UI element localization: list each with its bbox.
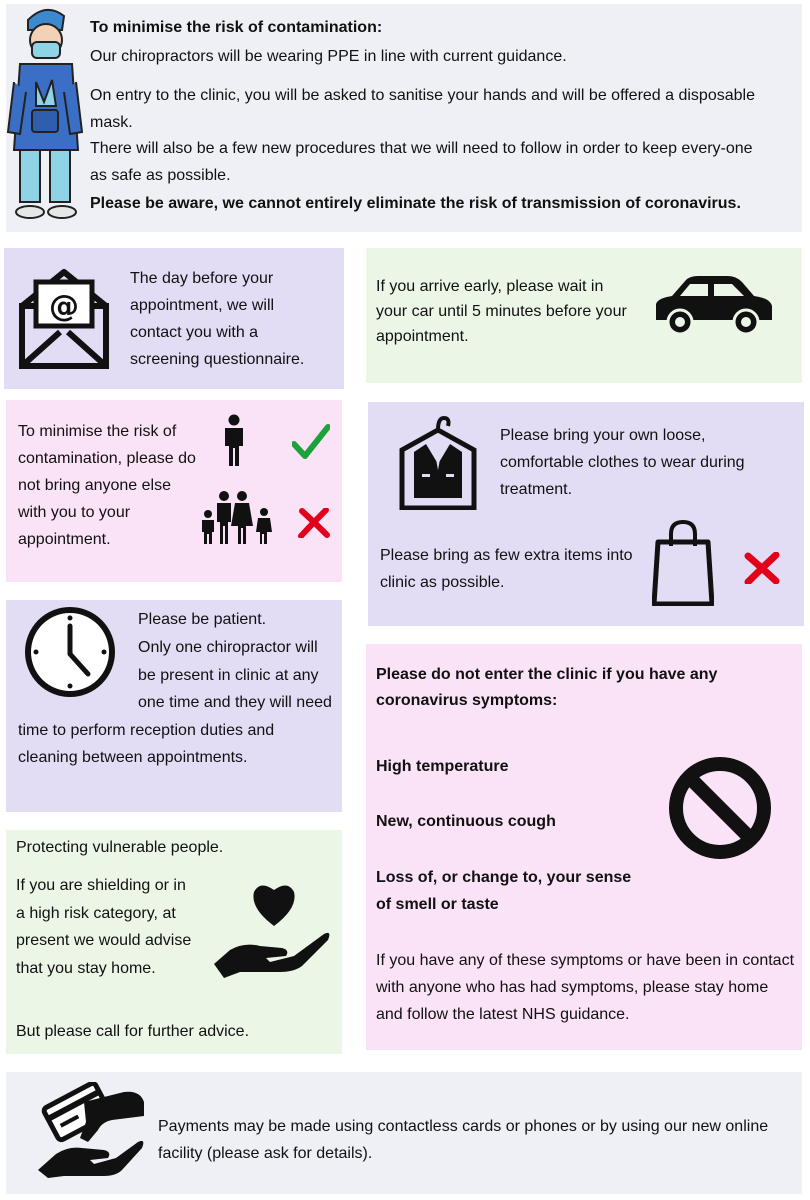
symptom-item: High temperature [376, 758, 509, 775]
prohibited-icon [668, 756, 772, 860]
symptoms-footer: If you have any of these symptoms or have been in contact with anyone who has had symptoms, please stay home and follow the latest NHS guidance. [376, 952, 795, 1023]
intro-sanitise-text: On entry to the clinic, you will be asked to sanitise your hands and will be offered a disposable mask. [90, 87, 755, 131]
intro-ppe-text: Our chiropractors will be wearing PPE in line with current guidance. [90, 48, 567, 65]
extra-items-text: Please bring as few extra items into clinic as possible. [380, 547, 633, 591]
intro-warning: Please be aware, we cannot entirely eliminate the risk of transmission of coronavirus. [90, 195, 741, 212]
patience-text: Only one chiropractor will be present in clinic at any one time and they will need time to perform reception duties and cleaning between appointments. [18, 639, 332, 766]
car-icon [652, 274, 774, 338]
cross-icon [298, 508, 330, 538]
arrival-text: If you arrive early, please wait in your car until 5 minutes before your appointment. [376, 278, 627, 345]
family-group-icon [200, 488, 274, 544]
doctor-ppe-icon [6, 2, 84, 224]
screening-text: The day before your appointment, we will contact you with a screening questionnaire. [130, 270, 305, 368]
intro-heading: To minimise the risk of contamination: [90, 19, 383, 36]
card-payment-icon [36, 1082, 146, 1178]
patience-body [18, 634, 336, 772]
clothes-text: Please bring your own loose, comfortable clothes to wear during treatment. [500, 427, 745, 498]
patience-title: Please be patient. [138, 611, 267, 628]
payments-text: Payments may be made using contactless cards or phones or by using our new online facility (please ask for details). [158, 1118, 769, 1162]
symptom-item: Loss of, or change to, your sense of smell or taste [376, 869, 632, 913]
shopping-bag-icon [652, 520, 714, 606]
heart-in-hand-icon [210, 878, 332, 978]
check-icon [292, 424, 330, 460]
envelope-icon [18, 266, 110, 370]
single-person-icon [222, 414, 246, 466]
companions-text: To minimise the risk of contamination, please do not bring anyone else with you to your appointment. [18, 423, 196, 548]
svg-text:@: @ [49, 289, 79, 324]
garment-bag-icon [398, 414, 478, 510]
vulnerable-title: Protecting vulnerable people. [16, 839, 224, 856]
cross-icon [744, 552, 780, 584]
vulnerable-text: If you are shielding or in a high risk category, at present we would advise that you stay home. [16, 877, 192, 977]
intro-procedures-text: There will also be a few new procedures that we will need to follow in order to keep every-one as safe as possible. [90, 140, 753, 184]
symptom-item: New, continuous cough [376, 813, 556, 830]
vulnerable-call: But please call for further advice. [16, 1023, 250, 1040]
symptoms-heading: Please do not enter the clinic if you have any coronavirus symptoms: [376, 666, 718, 709]
